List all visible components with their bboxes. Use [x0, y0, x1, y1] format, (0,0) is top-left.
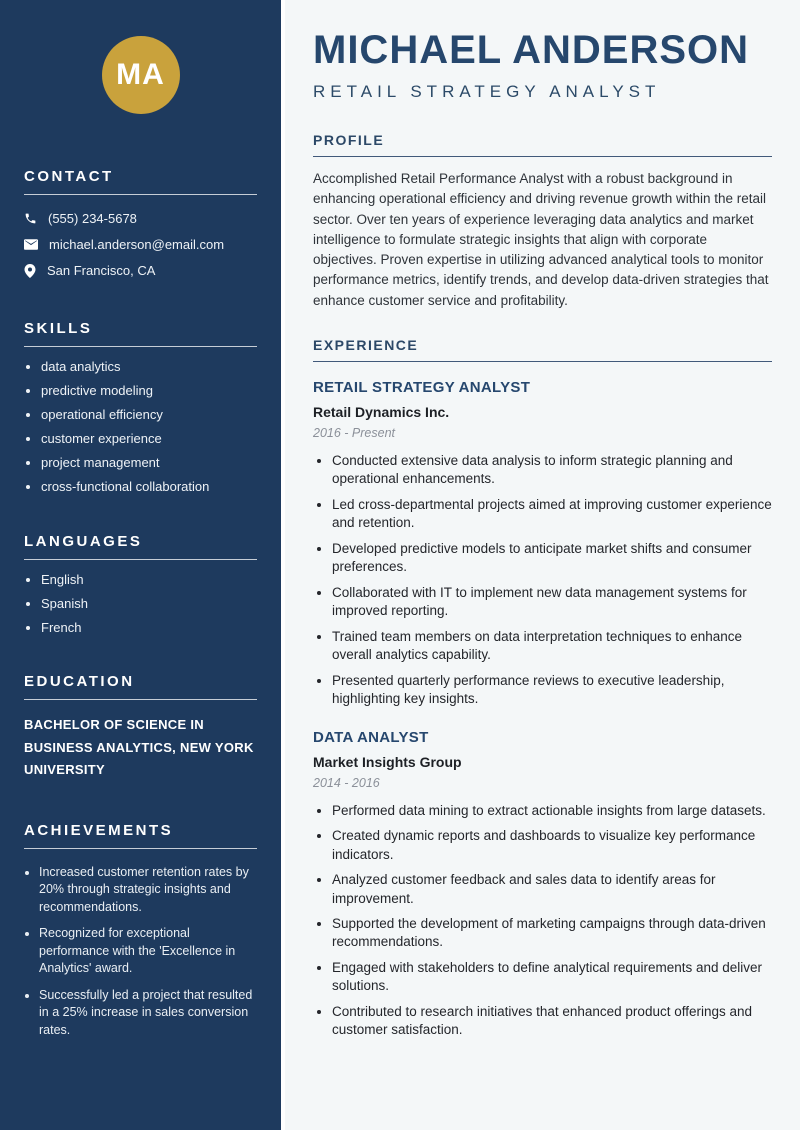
resume-main	[281, 0, 800, 1130]
experience-section	[313, 337, 772, 1040]
job-dates: 2014 - 2016	[313, 775, 380, 790]
language-item: • Spanish	[41, 597, 257, 612]
avatar	[102, 36, 180, 114]
profile-heading: PROFILE	[313, 132, 772, 157]
candidate-name: MICHAEL ANDERSON	[313, 28, 750, 72]
contact-section	[24, 168, 257, 278]
job-role: RETAIL STRATEGY ANALYST	[313, 378, 531, 396]
contact-heading: CONTACT	[24, 168, 257, 195]
achievements-section	[24, 822, 257, 1040]
job-dates: 2016 - Present	[313, 425, 395, 440]
candidate-title: RETAIL STRATEGY ANALYST	[313, 82, 661, 101]
language-item: • French	[41, 621, 257, 636]
achievement-item: • Recognized for exceptional performance with the 'Excellence in Analytics' award.	[39, 925, 257, 978]
skill-item: • cross-functional collaboration	[41, 480, 257, 495]
job-bullet: • Supported the development of marketing campaigns through data-driven recommendations.	[332, 915, 772, 952]
skill-item: • operational efficiency	[41, 408, 257, 423]
languages-heading: LANGUAGES	[24, 533, 257, 560]
job-bullet: • Conducted extensive data analysis to inform strategic planning and operational enhancements.	[332, 452, 772, 489]
job-bullet: • Engaged with stakeholders to define analytical requirements and deliver solutions.	[332, 959, 772, 996]
contact-phone: (555) 234-5678	[48, 211, 137, 226]
resume-sidebar	[0, 0, 281, 1130]
profile-section	[313, 132, 772, 311]
job-company: Retail Dynamics Inc.	[313, 403, 450, 420]
achievements-heading: ACHIEVEMENTS	[24, 822, 257, 849]
phone-icon	[24, 212, 37, 225]
job-company: Market Insights Group	[313, 753, 462, 770]
job-bullet: • Developed predictive models to anticipate market shifts and consumer preferences.	[332, 540, 772, 577]
job-bullet: • Presented quarterly performance reviews to executive leadership, highlighting key insights.	[332, 672, 772, 709]
contact-location: San Francisco, CA	[47, 263, 156, 278]
education-degree: BACHELOR OF SCIENCE IN BUSINESS ANALYTICS, NEW YORK UNIVERSITY	[24, 717, 254, 778]
achievement-item: • Increased customer retention rates by 20% through strategic insights and recommendations.	[39, 864, 257, 917]
job-bullet: • Led cross-departmental projects aimed at improving customer experience and retention.	[332, 496, 772, 533]
skill-item: • customer experience	[41, 432, 257, 447]
skills-section	[24, 320, 257, 495]
job-bullet-list	[313, 802, 772, 1040]
job-bullet: • Analyzed customer feedback and sales data to identify areas for improvement.	[332, 871, 772, 908]
location-pin-icon	[24, 264, 36, 278]
skill-item: • project management	[41, 456, 257, 471]
education-heading: EDUCATION	[24, 673, 257, 700]
skill-item: • data analytics	[41, 360, 257, 375]
language-item: • English	[41, 573, 257, 588]
job-bullet: • Collaborated with IT to implement new data management systems for improved reporting.	[332, 584, 772, 621]
experience-job	[313, 729, 772, 1040]
job-bullet: • Trained team members on data interpretation techniques to enhance overall analytics capability.	[332, 628, 772, 665]
contact-phone-row	[24, 211, 257, 226]
skill-item: • predictive modeling	[41, 384, 257, 399]
skills-heading: SKILLS	[24, 320, 257, 347]
avatar-initials: MA	[116, 58, 165, 91]
education-section	[24, 673, 257, 781]
profile-text: Accomplished Retail Performance Analyst with a robust background in enhancing operational efficiency and driving revenue growth within the retail sector. Over ten years of experience leveraging data analytics and market intelligence to formulate strategic insights that align with corporate objectives. Proven expertise in utilizing advanced analytical tools to monitor performance metrics, identify trends, and develop data-driven strategies that enhance customer service and profitability.	[313, 171, 769, 308]
job-bullet-list	[313, 452, 772, 709]
contact-email-row	[24, 237, 257, 252]
experience-job	[313, 379, 772, 709]
languages-list	[24, 573, 257, 636]
experience-heading: EXPERIENCE	[313, 337, 772, 362]
skills-list	[24, 360, 257, 495]
job-bullet: • Performed data mining to extract actionable insights from large datasets.	[332, 802, 772, 820]
achievement-item: • Successfully led a project that resulted in a 25% increase in sales conversion rates.	[39, 987, 257, 1040]
job-role: DATA ANALYST	[313, 728, 429, 746]
achievements-list	[24, 864, 257, 1040]
job-bullet: • Contributed to research initiatives that enhanced product offerings and customer satisfaction.	[332, 1003, 772, 1040]
contact-email: michael.anderson@email.com	[49, 237, 225, 252]
languages-section	[24, 533, 257, 636]
email-icon	[24, 239, 38, 250]
job-bullet: • Created dynamic reports and dashboards to visualize key performance indicators.	[332, 827, 772, 864]
contact-location-row	[24, 263, 257, 278]
